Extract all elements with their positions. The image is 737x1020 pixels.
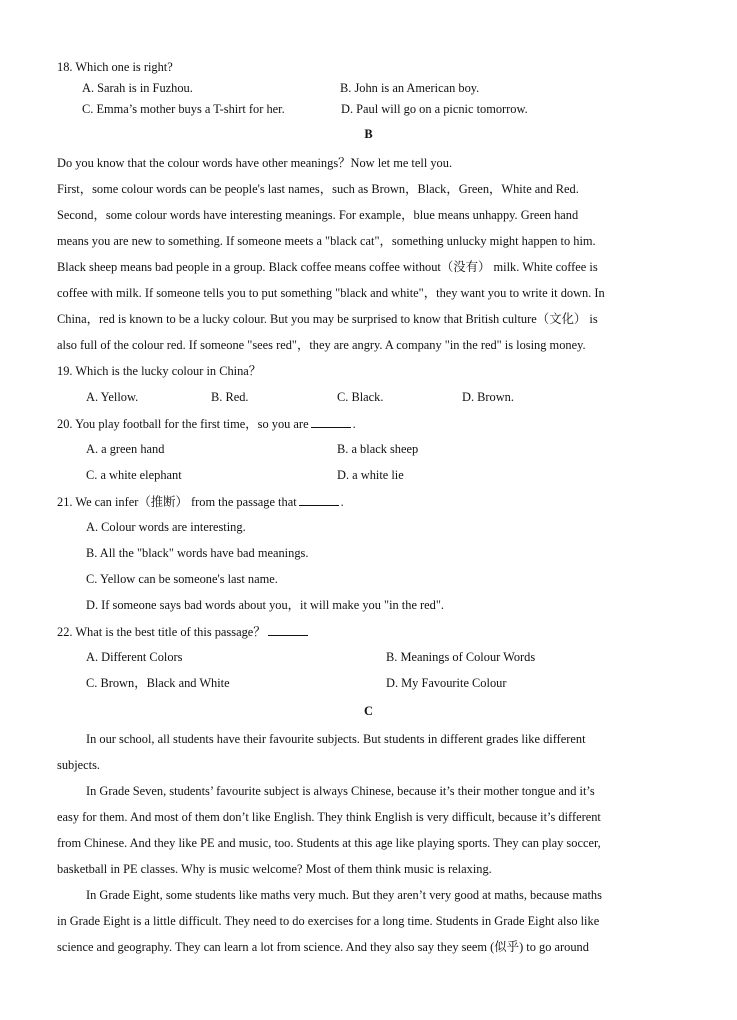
section-c-heading: C	[364, 704, 373, 718]
q22-option-b: B. Meanings of Colour Words	[386, 650, 536, 664]
passage-b-line: means you are new to something. If someone meets a "black cat"，something unlucky might happen to him.	[57, 234, 596, 248]
q22-stem-text: 22. What is the best title of this passage？	[57, 625, 266, 639]
q18-stem: 18. Which one is right?	[57, 60, 173, 74]
q18-option-c: C. Emma’s mother buys a T-shirt for her.	[82, 102, 285, 116]
q19-stem: 19. Which is the lucky colour in China？	[57, 364, 262, 378]
answer-blank	[299, 493, 339, 506]
passage-c-line: in Grade Eight is a little difficult. They need to do exercises for a long time. Students in Grade Eight also like	[57, 914, 600, 928]
q18-option-a: A. Sarah is in Fuzhou.	[82, 81, 193, 95]
passage-b-line: Black sheep means bad people in a group. Black coffee means coffee without（没有） milk. White coffee is	[57, 260, 598, 274]
q20-stem-end: .	[352, 417, 356, 431]
passage-c-line: subjects.	[57, 758, 101, 772]
passage-c-line: In our school, all students have their favourite subjects. But students in different grades like different	[86, 732, 586, 746]
q18-option-d: D. Paul will go on a picnic tomorrow.	[341, 102, 528, 116]
q20-stem-text: 20. You play football for the first time，so you are	[57, 417, 309, 431]
q22-option-c: C. Brown，Black and White	[86, 676, 230, 690]
q19-option-a: A. Yellow.	[86, 390, 139, 404]
q20-option-b: B. a black sheep	[337, 442, 419, 456]
q21-option-b: B. All the "black" words have bad meanings.	[86, 546, 309, 560]
q21-stem-text: 21. We can infer（推断） from the passage that	[57, 495, 297, 509]
q20-stem	[57, 415, 356, 432]
passage-b-line: First，some colour words can be people's last names，such as Brown，Black，Green，White and Red.	[57, 182, 579, 196]
passage-c-line: easy for them. And most of them don’t like English. They think English is very difficult, because it’s different	[57, 810, 601, 824]
passage-c-line: basketball in PE classes. Why is music welcome? Most of them think music is relaxing.	[57, 862, 492, 876]
q21-option-a: A. Colour words are interesting.	[86, 520, 246, 534]
q21-option-d: D. If someone says bad words about you，it will make you "in the red".	[86, 598, 445, 612]
q22-stem	[57, 623, 310, 640]
section-b-heading: B	[364, 127, 373, 141]
q20-option-a: A. a green hand	[86, 442, 165, 456]
passage-b-line: China，red is known to be a lucky colour. But you may be surprised to know that British culture（文化） is	[57, 312, 598, 326]
q21-stem	[57, 493, 344, 510]
passage-b-line: Second，some colour words have interesting meanings. For example，blue means unhappy. Green hand	[57, 208, 579, 222]
q19-option-b: B. Red.	[211, 390, 249, 404]
passage-c-line: In Grade Seven, students’ favourite subject is always Chinese, because it’s their mother tongue and it’s	[86, 784, 595, 798]
passage-c-line: In Grade Eight, some students like maths very much. But they aren’t very good at maths, because maths	[86, 888, 602, 902]
q22-option-d: D. My Favourite Colour	[386, 676, 507, 690]
passage-c-line: from Chinese. And they like PE and music, too. Students at this age like playing sports. They can play soccer,	[57, 836, 601, 850]
q19-option-d: D. Brown.	[462, 390, 514, 404]
answer-blank	[268, 623, 308, 636]
q20-option-c: C. a white elephant	[86, 468, 182, 482]
answer-blank	[311, 415, 351, 428]
passage-b-line: coffee with milk. If someone tells you to put something "black and white"，they want you to write it down. In	[57, 286, 605, 300]
passage-b-line: also full of the colour red. If someone "sees red"，they are angry. A company "in the red" is losing money.	[57, 338, 586, 352]
passage-c-line: science and geography. They can learn a lot from science. And they also say they seem (似乎) to go around	[57, 940, 589, 954]
q19-option-c: C. Black.	[337, 390, 384, 404]
q20-option-d: D. a white lie	[337, 468, 404, 482]
q22-option-a: A. Different Colors	[86, 650, 183, 664]
passage-b-line: Do you know that the colour words have other meanings？Now let me tell you.	[57, 156, 453, 170]
q21-stem-end: .	[340, 495, 344, 509]
q18-option-b: B. John is an American boy.	[340, 81, 480, 95]
q21-option-c: C. Yellow can be someone's last name.	[86, 572, 278, 586]
